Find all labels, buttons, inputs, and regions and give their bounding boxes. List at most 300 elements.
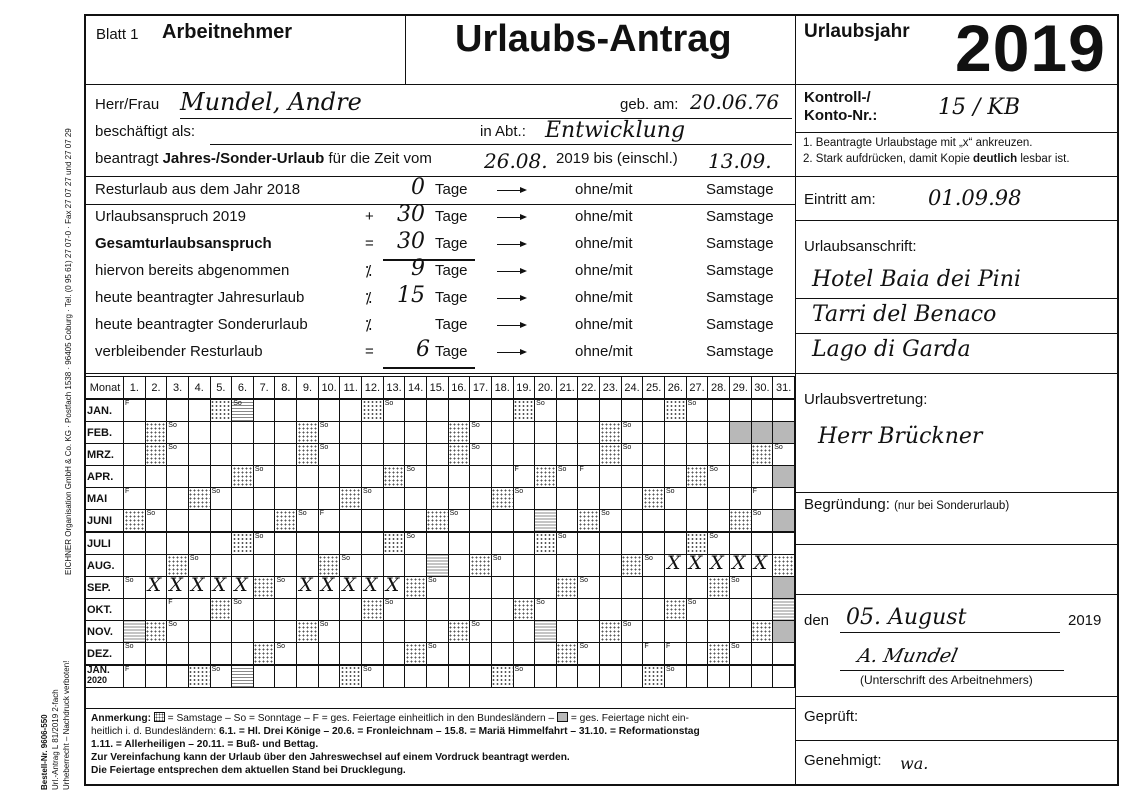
day-cell[interactable] xyxy=(491,555,513,577)
day-cell[interactable] xyxy=(362,643,384,666)
day-cell[interactable] xyxy=(665,643,687,666)
day-cell[interactable] xyxy=(145,532,167,555)
day-cell[interactable] xyxy=(643,466,665,488)
day-cell[interactable] xyxy=(297,555,319,577)
day-cell[interactable] xyxy=(600,665,622,688)
day-cell[interactable] xyxy=(708,577,730,599)
day-cell[interactable] xyxy=(145,555,167,577)
day-cell[interactable] xyxy=(253,444,275,466)
day-cell[interactable] xyxy=(686,422,708,444)
day-cell[interactable] xyxy=(491,621,513,643)
summary-row-value[interactable]: 0 xyxy=(411,175,425,200)
day-cell[interactable] xyxy=(513,510,535,533)
day-cell[interactable] xyxy=(253,621,275,643)
day-cell[interactable] xyxy=(167,621,189,643)
day-cell[interactable] xyxy=(232,422,254,444)
day-cell[interactable] xyxy=(773,621,795,643)
day-cell[interactable] xyxy=(751,422,773,444)
day-cell[interactable] xyxy=(297,422,319,444)
day-cell[interactable] xyxy=(708,488,730,510)
day-cell[interactable] xyxy=(362,577,384,599)
day-cell[interactable] xyxy=(145,599,167,621)
day-cell[interactable] xyxy=(383,422,405,444)
day-cell[interactable] xyxy=(210,643,232,666)
day-cell[interactable] xyxy=(405,643,427,666)
day-cell[interactable] xyxy=(210,621,232,643)
day-cell[interactable] xyxy=(426,399,448,422)
day-cell[interactable] xyxy=(448,466,470,488)
day-cell[interactable] xyxy=(448,422,470,444)
day-cell[interactable] xyxy=(340,444,362,466)
day-cell[interactable] xyxy=(275,532,297,555)
address-line-3[interactable]: Lago di Garda xyxy=(812,337,971,362)
day-cell[interactable] xyxy=(362,510,384,533)
day-cell[interactable] xyxy=(383,466,405,488)
day-cell[interactable] xyxy=(773,599,795,621)
day-cell[interactable] xyxy=(751,555,773,577)
day-cell[interactable] xyxy=(578,488,600,510)
day-cell[interactable] xyxy=(448,488,470,510)
day-cell[interactable] xyxy=(145,399,167,422)
day-cell[interactable] xyxy=(167,510,189,533)
day-cell[interactable] xyxy=(405,532,427,555)
day-cell[interactable] xyxy=(167,399,189,422)
day-cell[interactable] xyxy=(513,466,535,488)
day-cell[interactable] xyxy=(340,643,362,666)
day-cell[interactable] xyxy=(665,577,687,599)
day-cell[interactable] xyxy=(405,577,427,599)
day-cell[interactable] xyxy=(383,532,405,555)
day-cell[interactable] xyxy=(405,466,427,488)
day-cell[interactable] xyxy=(513,399,535,422)
day-cell[interactable] xyxy=(621,577,643,599)
day-cell[interactable] xyxy=(665,599,687,621)
day-cell[interactable] xyxy=(426,643,448,666)
day-cell[interactable] xyxy=(275,422,297,444)
day-cell[interactable] xyxy=(708,422,730,444)
address-line-1[interactable]: Hotel Baia dei Pini xyxy=(812,267,1021,292)
day-cell[interactable] xyxy=(275,621,297,643)
day-cell[interactable] xyxy=(383,444,405,466)
day-cell[interactable] xyxy=(318,599,340,621)
day-cell[interactable] xyxy=(124,399,146,422)
day-cell[interactable] xyxy=(686,621,708,643)
day-cell[interactable] xyxy=(470,444,492,466)
day-cell[interactable] xyxy=(556,643,578,666)
day-cell[interactable] xyxy=(665,422,687,444)
day-cell[interactable] xyxy=(124,488,146,510)
day-cell[interactable] xyxy=(232,488,254,510)
day-cell[interactable] xyxy=(600,532,622,555)
day-cell[interactable] xyxy=(643,532,665,555)
day-cell[interactable] xyxy=(426,422,448,444)
day-cell[interactable] xyxy=(708,665,730,688)
day-cell[interactable] xyxy=(470,643,492,666)
dob-value[interactable]: 20.06.76 xyxy=(690,90,780,114)
day-cell[interactable] xyxy=(773,488,795,510)
day-cell[interactable] xyxy=(513,444,535,466)
day-cell[interactable] xyxy=(167,643,189,666)
day-cell[interactable] xyxy=(448,555,470,577)
summary-row-value[interactable]: 6 xyxy=(416,337,430,362)
day-cell[interactable] xyxy=(167,422,189,444)
day-cell[interactable] xyxy=(448,621,470,643)
day-cell[interactable] xyxy=(556,532,578,555)
day-cell[interactable] xyxy=(686,577,708,599)
day-cell[interactable] xyxy=(773,532,795,555)
day-cell[interactable] xyxy=(578,532,600,555)
day-cell[interactable] xyxy=(665,665,687,688)
day-cell[interactable] xyxy=(318,555,340,577)
day-cell[interactable] xyxy=(145,422,167,444)
day-cell[interactable] xyxy=(621,399,643,422)
day-cell[interactable] xyxy=(297,444,319,466)
day-cell[interactable] xyxy=(318,621,340,643)
day-cell[interactable] xyxy=(773,643,795,666)
day-cell[interactable] xyxy=(362,422,384,444)
day-cell[interactable] xyxy=(491,532,513,555)
day-cell[interactable] xyxy=(124,643,146,666)
day-cell[interactable] xyxy=(275,466,297,488)
day-cell[interactable] xyxy=(318,665,340,688)
day-cell[interactable] xyxy=(535,577,557,599)
day-cell[interactable] xyxy=(232,643,254,666)
day-cell[interactable] xyxy=(318,488,340,510)
day-cell[interactable] xyxy=(383,577,405,599)
day-cell[interactable] xyxy=(188,643,210,666)
day-cell[interactable] xyxy=(448,665,470,688)
day-cell[interactable] xyxy=(188,399,210,422)
day-cell[interactable] xyxy=(470,621,492,643)
day-cell[interactable] xyxy=(426,621,448,643)
day-cell[interactable] xyxy=(686,510,708,533)
day-cell[interactable] xyxy=(210,422,232,444)
day-cell[interactable] xyxy=(643,444,665,466)
day-cell[interactable] xyxy=(665,399,687,422)
day-cell[interactable] xyxy=(470,466,492,488)
day-cell[interactable] xyxy=(513,665,535,688)
day-cell[interactable] xyxy=(665,510,687,533)
day-cell[interactable] xyxy=(275,555,297,577)
day-cell[interactable] xyxy=(188,621,210,643)
day-cell[interactable] xyxy=(167,599,189,621)
day-cell[interactable] xyxy=(167,488,189,510)
day-cell[interactable] xyxy=(275,488,297,510)
day-cell[interactable] xyxy=(513,555,535,577)
day-cell[interactable] xyxy=(600,643,622,666)
day-cell[interactable] xyxy=(773,577,795,599)
day-cell[interactable] xyxy=(600,555,622,577)
day-cell[interactable] xyxy=(729,532,751,555)
day-cell[interactable] xyxy=(448,643,470,666)
day-cell[interactable] xyxy=(232,577,254,599)
day-cell[interactable] xyxy=(405,422,427,444)
day-cell[interactable] xyxy=(188,488,210,510)
day-cell[interactable] xyxy=(643,488,665,510)
entry-date[interactable]: 01.09.98 xyxy=(928,186,1022,210)
day-cell[interactable] xyxy=(318,399,340,422)
day-cell[interactable] xyxy=(470,488,492,510)
day-cell[interactable] xyxy=(210,399,232,422)
day-cell[interactable] xyxy=(686,532,708,555)
day-cell[interactable] xyxy=(600,599,622,621)
day-cell[interactable] xyxy=(210,466,232,488)
day-cell[interactable] xyxy=(491,510,513,533)
day-cell[interactable] xyxy=(535,422,557,444)
day-cell[interactable] xyxy=(556,577,578,599)
day-cell[interactable] xyxy=(362,665,384,688)
day-cell[interactable] xyxy=(448,577,470,599)
day-cell[interactable] xyxy=(253,577,275,599)
day-cell[interactable] xyxy=(751,466,773,488)
day-cell[interactable] xyxy=(600,510,622,533)
day-cell[interactable] xyxy=(751,577,773,599)
day-cell[interactable] xyxy=(513,643,535,666)
day-cell[interactable] xyxy=(253,488,275,510)
day-cell[interactable] xyxy=(621,621,643,643)
day-cell[interactable] xyxy=(578,599,600,621)
day-cell[interactable] xyxy=(405,621,427,643)
day-cell[interactable] xyxy=(318,643,340,666)
day-cell[interactable] xyxy=(297,510,319,533)
day-cell[interactable] xyxy=(124,665,146,688)
day-cell[interactable] xyxy=(297,577,319,599)
day-cell[interactable] xyxy=(318,577,340,599)
day-cell[interactable] xyxy=(188,510,210,533)
day-cell[interactable] xyxy=(773,399,795,422)
day-cell[interactable] xyxy=(145,621,167,643)
day-cell[interactable] xyxy=(275,643,297,666)
day-cell[interactable] xyxy=(643,510,665,533)
day-cell[interactable] xyxy=(708,643,730,666)
day-cell[interactable] xyxy=(426,444,448,466)
day-cell[interactable] xyxy=(210,577,232,599)
day-cell[interactable] xyxy=(556,399,578,422)
day-cell[interactable] xyxy=(513,532,535,555)
summary-row-value[interactable]: 15 xyxy=(397,283,425,308)
day-cell[interactable] xyxy=(383,643,405,666)
employee-name[interactable]: Mundel, Andre xyxy=(180,88,362,116)
day-cell[interactable] xyxy=(405,555,427,577)
day-cell[interactable] xyxy=(535,466,557,488)
day-cell[interactable] xyxy=(340,621,362,643)
day-cell[interactable] xyxy=(708,555,730,577)
day-cell[interactable] xyxy=(318,466,340,488)
day-cell[interactable] xyxy=(188,599,210,621)
day-cell[interactable] xyxy=(275,510,297,533)
day-cell[interactable] xyxy=(297,488,319,510)
day-cell[interactable] xyxy=(751,665,773,688)
day-cell[interactable] xyxy=(188,665,210,688)
day-cell[interactable] xyxy=(167,577,189,599)
day-cell[interactable] xyxy=(297,665,319,688)
day-cell[interactable] xyxy=(470,577,492,599)
day-cell[interactable] xyxy=(535,621,557,643)
day-cell[interactable] xyxy=(491,643,513,666)
day-cell[interactable] xyxy=(708,599,730,621)
day-cell[interactable] xyxy=(383,555,405,577)
day-cell[interactable] xyxy=(362,599,384,621)
day-cell[interactable] xyxy=(297,466,319,488)
day-cell[interactable] xyxy=(188,466,210,488)
day-cell[interactable] xyxy=(708,466,730,488)
day-cell[interactable] xyxy=(210,488,232,510)
day-cell[interactable] xyxy=(383,621,405,643)
day-cell[interactable] xyxy=(643,422,665,444)
day-cell[interactable] xyxy=(513,422,535,444)
day-cell[interactable] xyxy=(167,555,189,577)
day-cell[interactable] xyxy=(124,532,146,555)
day-cell[interactable] xyxy=(535,399,557,422)
day-cell[interactable] xyxy=(232,599,254,621)
day-cell[interactable] xyxy=(578,665,600,688)
day-cell[interactable] xyxy=(340,599,362,621)
day-cell[interactable] xyxy=(167,532,189,555)
day-cell[interactable] xyxy=(556,466,578,488)
day-cell[interactable] xyxy=(188,444,210,466)
day-cell[interactable] xyxy=(600,621,622,643)
day-cell[interactable] xyxy=(686,643,708,666)
day-cell[interactable] xyxy=(124,599,146,621)
day-cell[interactable] xyxy=(578,643,600,666)
day-cell[interactable] xyxy=(145,643,167,666)
summary-row-value[interactable]: 30 xyxy=(397,229,425,254)
day-cell[interactable] xyxy=(383,510,405,533)
day-cell[interactable] xyxy=(362,488,384,510)
day-cell[interactable] xyxy=(232,444,254,466)
day-cell[interactable] xyxy=(729,621,751,643)
day-cell[interactable] xyxy=(426,599,448,621)
day-cell[interactable] xyxy=(124,621,146,643)
day-cell[interactable] xyxy=(729,577,751,599)
day-cell[interactable] xyxy=(491,466,513,488)
day-cell[interactable] xyxy=(686,488,708,510)
day-cell[interactable] xyxy=(253,555,275,577)
day-cell[interactable] xyxy=(556,444,578,466)
day-cell[interactable] xyxy=(124,510,146,533)
day-cell[interactable] xyxy=(556,621,578,643)
day-cell[interactable] xyxy=(448,444,470,466)
period-to[interactable]: 13.09. xyxy=(708,149,772,173)
day-cell[interactable] xyxy=(232,621,254,643)
day-cell[interactable] xyxy=(578,466,600,488)
day-cell[interactable] xyxy=(643,643,665,666)
day-cell[interactable] xyxy=(686,599,708,621)
day-cell[interactable] xyxy=(491,444,513,466)
day-cell[interactable] xyxy=(491,577,513,599)
day-cell[interactable] xyxy=(167,665,189,688)
day-cell[interactable] xyxy=(362,466,384,488)
day-cell[interactable] xyxy=(383,399,405,422)
day-cell[interactable] xyxy=(751,621,773,643)
day-cell[interactable] xyxy=(491,422,513,444)
day-cell[interactable] xyxy=(665,488,687,510)
day-cell[interactable] xyxy=(297,643,319,666)
day-cell[interactable] xyxy=(297,621,319,643)
day-cell[interactable] xyxy=(729,399,751,422)
day-cell[interactable] xyxy=(426,665,448,688)
day-cell[interactable] xyxy=(578,555,600,577)
day-cell[interactable] xyxy=(600,399,622,422)
day-cell[interactable] xyxy=(665,621,687,643)
day-cell[interactable] xyxy=(665,532,687,555)
day-cell[interactable] xyxy=(253,665,275,688)
day-cell[interactable] xyxy=(470,510,492,533)
day-cell[interactable] xyxy=(253,643,275,666)
day-cell[interactable] xyxy=(448,532,470,555)
day-cell[interactable] xyxy=(535,643,557,666)
day-cell[interactable] xyxy=(729,510,751,533)
day-cell[interactable] xyxy=(686,555,708,577)
day-cell[interactable] xyxy=(275,599,297,621)
day-cell[interactable] xyxy=(708,444,730,466)
day-cell[interactable] xyxy=(362,444,384,466)
day-cell[interactable] xyxy=(362,621,384,643)
day-cell[interactable] xyxy=(210,532,232,555)
day-cell[interactable] xyxy=(297,599,319,621)
day-cell[interactable] xyxy=(405,399,427,422)
day-cell[interactable] xyxy=(340,665,362,688)
day-cell[interactable] xyxy=(340,399,362,422)
day-cell[interactable] xyxy=(426,488,448,510)
day-cell[interactable] xyxy=(600,444,622,466)
day-cell[interactable] xyxy=(621,665,643,688)
day-cell[interactable] xyxy=(491,399,513,422)
day-cell[interactable] xyxy=(556,510,578,533)
day-cell[interactable] xyxy=(124,422,146,444)
day-cell[interactable] xyxy=(362,555,384,577)
day-cell[interactable] xyxy=(621,488,643,510)
day-cell[interactable] xyxy=(210,510,232,533)
day-cell[interactable] xyxy=(275,665,297,688)
day-cell[interactable] xyxy=(188,532,210,555)
day-cell[interactable] xyxy=(751,510,773,533)
period-from[interactable]: 26.08. xyxy=(484,149,548,173)
day-cell[interactable] xyxy=(340,555,362,577)
day-cell[interactable] xyxy=(535,510,557,533)
day-cell[interactable] xyxy=(751,399,773,422)
day-cell[interactable] xyxy=(426,555,448,577)
day-cell[interactable] xyxy=(145,444,167,466)
day-cell[interactable] xyxy=(470,399,492,422)
day-cell[interactable] xyxy=(600,577,622,599)
day-cell[interactable] xyxy=(470,599,492,621)
day-cell[interactable] xyxy=(210,599,232,621)
day-cell[interactable] xyxy=(426,532,448,555)
day-cell[interactable] xyxy=(405,510,427,533)
day-cell[interactable] xyxy=(773,444,795,466)
day-cell[interactable] xyxy=(621,599,643,621)
day-cell[interactable] xyxy=(210,665,232,688)
day-cell[interactable] xyxy=(491,488,513,510)
day-cell[interactable] xyxy=(773,555,795,577)
day-cell[interactable] xyxy=(232,532,254,555)
day-cell[interactable] xyxy=(708,510,730,533)
day-cell[interactable] xyxy=(708,532,730,555)
day-cell[interactable] xyxy=(578,444,600,466)
day-cell[interactable] xyxy=(535,599,557,621)
day-cell[interactable] xyxy=(686,665,708,688)
day-cell[interactable] xyxy=(556,555,578,577)
day-cell[interactable] xyxy=(470,532,492,555)
day-cell[interactable] xyxy=(535,532,557,555)
day-cell[interactable] xyxy=(729,599,751,621)
day-cell[interactable] xyxy=(275,444,297,466)
day-cell[interactable] xyxy=(318,532,340,555)
day-cell[interactable] xyxy=(253,466,275,488)
day-cell[interactable] xyxy=(621,532,643,555)
day-cell[interactable] xyxy=(297,532,319,555)
